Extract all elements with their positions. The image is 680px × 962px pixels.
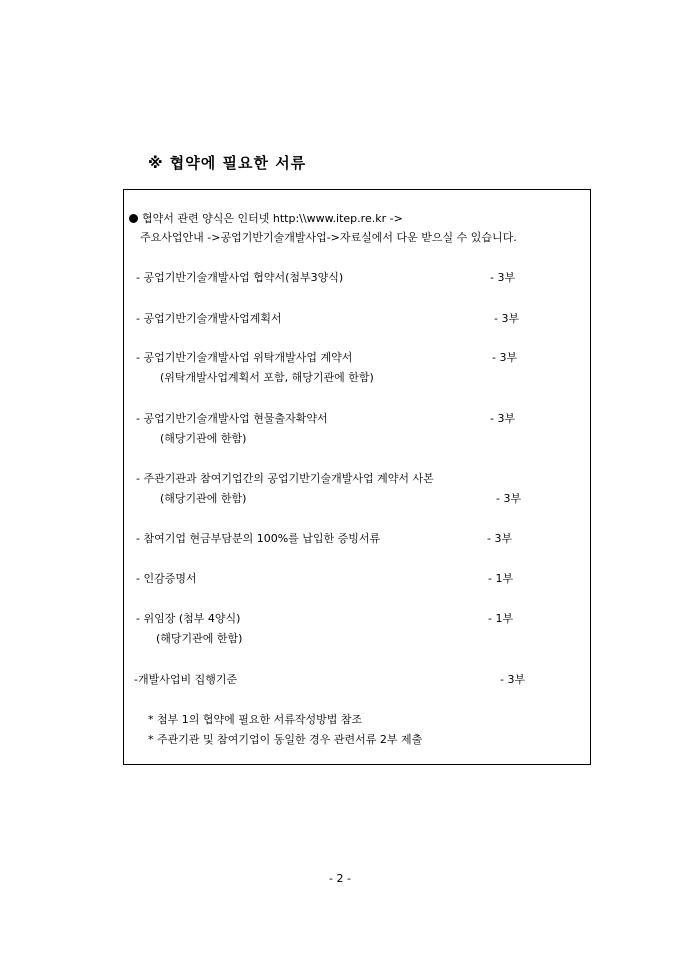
list-item-sub: (해당기관에 한함) [160,432,247,445]
list-item: - 공업기반기술개발사업 협약서(첨부3양식) [136,271,344,284]
note-line: * 주관기관 및 참여기업이 동일한 경우 관련서류 2부 제출 [148,733,423,746]
list-item: - 공업기반기술개발사업계획서 [136,312,282,325]
item-count: - 3부 [496,492,522,505]
section-heading: ※ 협약에 필요한 서류 [148,154,307,172]
list-item: -개발사업비 집행기준 [134,673,238,686]
list-item: - 공업기반기술개발사업 현물출자확약서 [136,412,328,425]
page-number: - 2 - [329,872,351,885]
notice-line-2: 주요사업안내 ->공업기반기술개발사업->자료실에서 다운 받으실 수 있습니다. [140,231,517,244]
notice-text-1: 협약서 관련 양식은 인터넷 http:\\www.itep.re.kr -> [142,212,403,225]
list-item: - 위임장 (첨부 4양식) [136,612,241,625]
item-count: - 1부 [488,572,514,585]
list-item: - 공업기반기술개발사업 위탁개발사업 계약서 [136,351,353,364]
bullet-icon [129,214,138,223]
list-item: - 인감증명서 [136,572,197,585]
item-count: - 3부 [490,271,516,284]
list-item-sub: (위탁개발사업계획서 포함, 해당기관에 한함) [160,371,374,384]
item-count: - 1부 [488,612,514,625]
list-item-sub: (해당기관에 한함) [156,632,243,645]
note-line: * 첨부 1의 협약에 필요한 서류작성방법 참조 [148,713,363,726]
item-count: - 3부 [492,351,518,364]
item-count: - 3부 [490,412,516,425]
item-count: - 3부 [487,532,513,545]
list-item: - 참여기업 현금부담분의 100%를 납입한 증빙서류 [136,532,381,545]
list-item: - 주관기관과 참여기업간의 공업기반기술개발사업 계약서 사본 [136,472,434,485]
item-count: - 3부 [500,673,526,686]
notice-line-1 [129,212,403,226]
item-count: - 3부 [494,312,520,325]
list-item-sub: (해당기관에 한함) [160,492,247,505]
